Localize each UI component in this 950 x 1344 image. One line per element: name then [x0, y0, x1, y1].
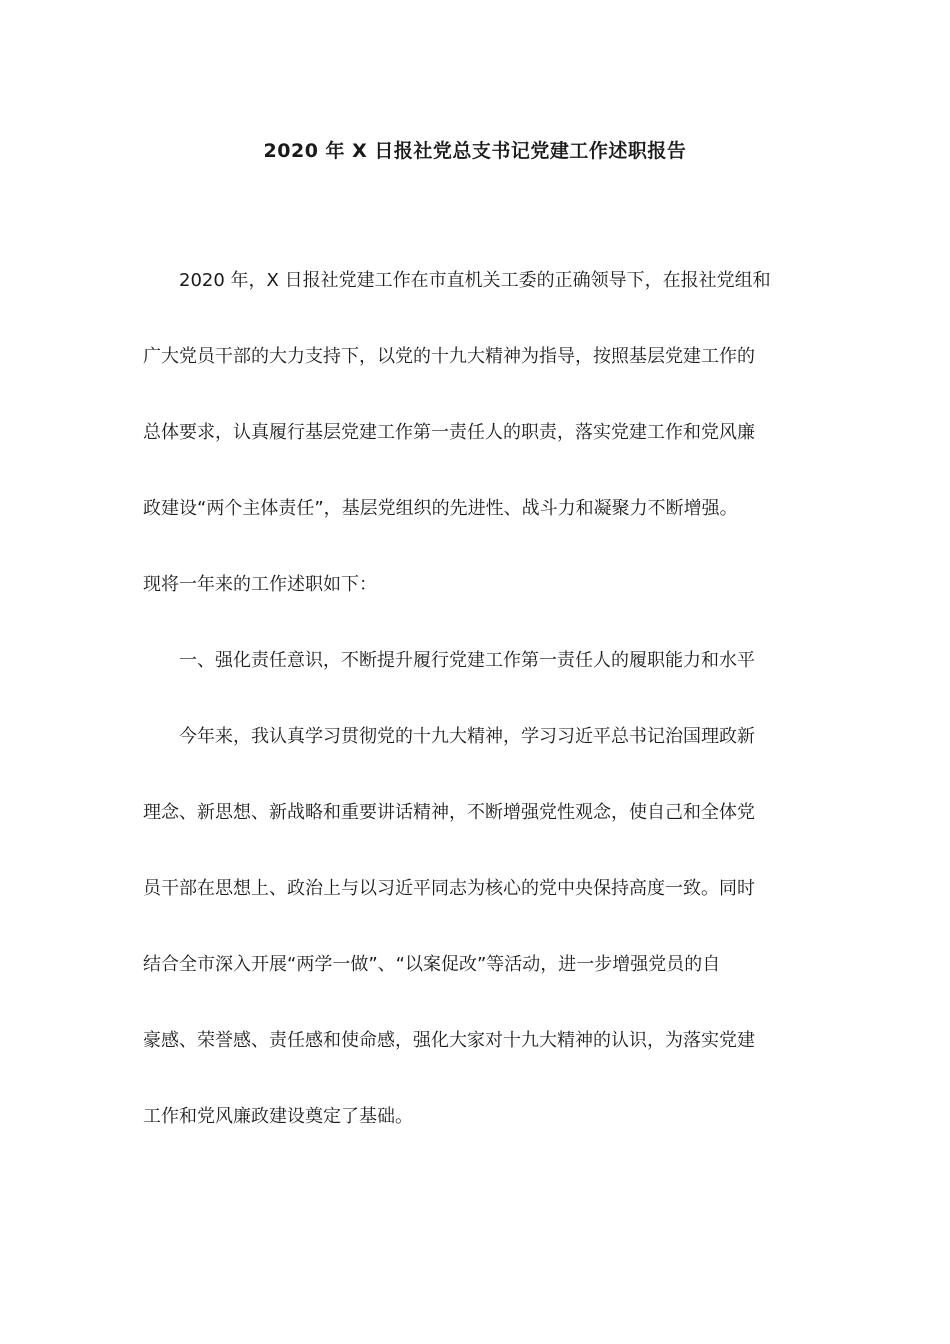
- paragraph-1-line-1: 2020 年，X 日报社党建工作在市直机关工委的正确领导下，在报社党组和: [179, 270, 771, 291]
- document-title: 2020 年 X 日报社党总支书记党建工作述职报告: [263, 140, 687, 162]
- paragraph-2-line-3: 员干部在思想上、政治上与以习近平同志为核心的党中央保持高度一致。同时: [143, 878, 755, 899]
- paragraph-1-line-2: 广大党员干部的大力支持下，以党的十九大精神为指导，按照基层党建工作的: [143, 346, 755, 367]
- paragraph-2-line-2: 理念、新思想、新战略和重要讲话精神，不断增强党性观念，使自己和全体党: [143, 802, 755, 823]
- paragraph-1-line-5: 现将一年来的工作述职如下：: [143, 574, 377, 595]
- paragraph-2-line-1: 今年来，我认真学习贯彻党的十九大精神，学习习近平总书记治国理政新: [179, 726, 755, 747]
- paragraph-2-line-6: 工作和党风廉政建设奠定了基础。: [143, 1106, 413, 1127]
- paragraph-1-line-4: 政建设“两个主体责任”，基层党组织的先进性、战斗力和凝聚力不断增强。: [143, 498, 738, 519]
- paragraph-2-line-4: 结合全市深入开展“两学一做”、“以案促改”等活动，进一步增强党员的自: [143, 954, 721, 975]
- section-heading-1: 一、强化责任意识，不断提升履行党建工作第一责任人的履职能力和水平: [179, 650, 755, 671]
- paragraph-2-line-5: 豪感、荣誉感、责任感和使命感，强化大家对十九大精神的认识，为落实党建: [143, 1030, 755, 1051]
- document-body: [143, 262, 807, 1174]
- paragraph-1-line-3: 总体要求，认真履行基层党建工作第一责任人的职责，落实党建工作和党风廉: [143, 422, 755, 443]
